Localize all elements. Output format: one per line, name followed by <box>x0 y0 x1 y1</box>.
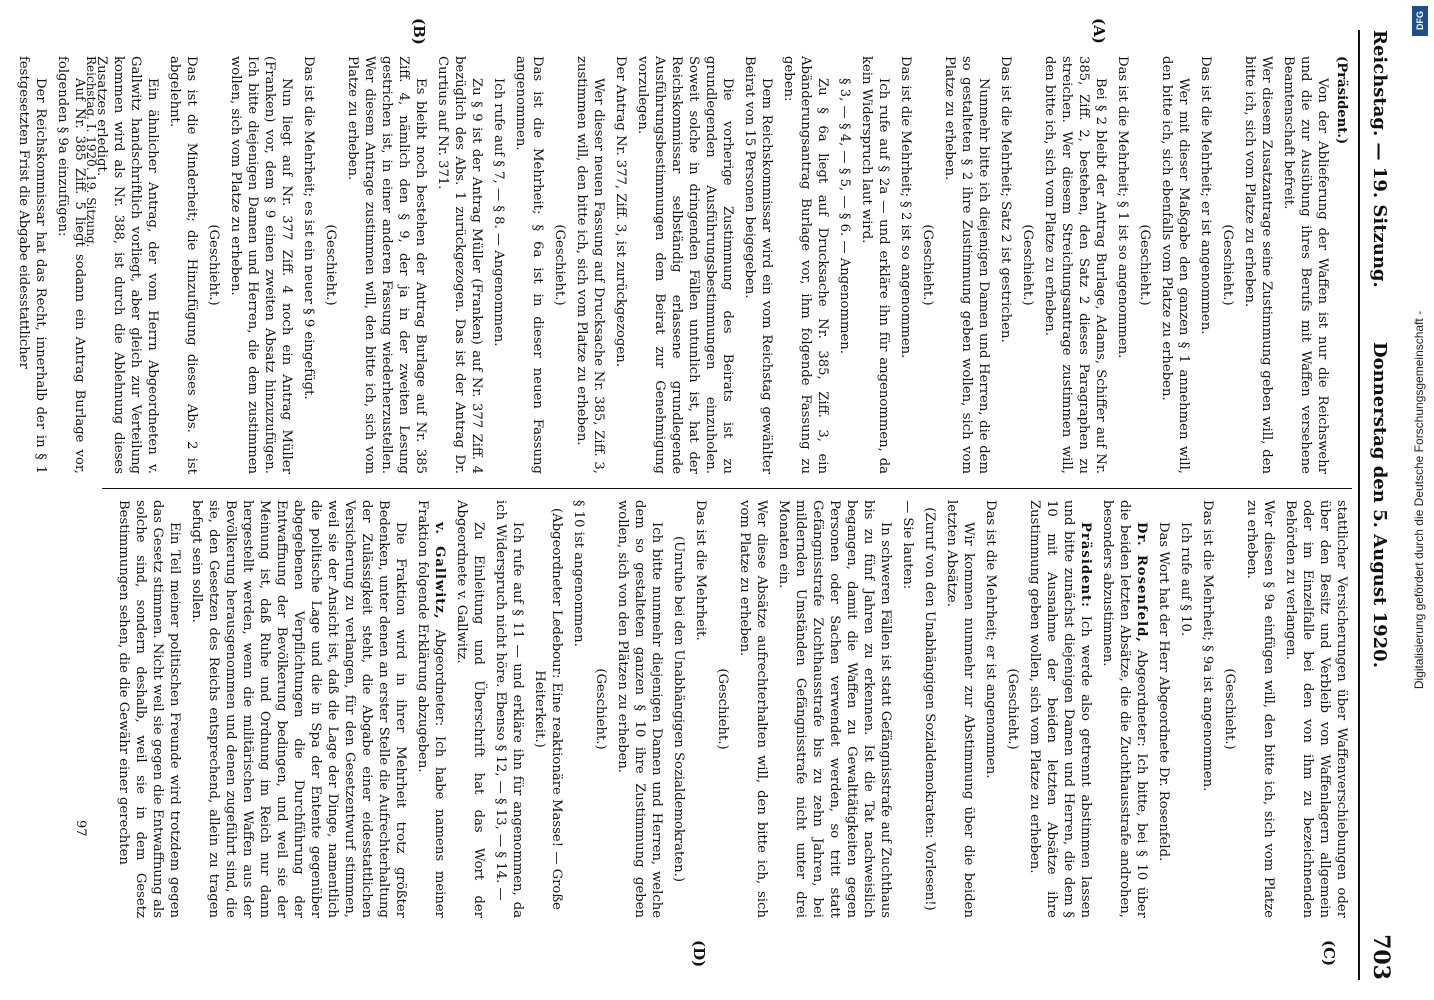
page-footer: Reichstag. I. 1920. 19. Sitzung. <box>84 56 98 248</box>
speech-text: Abgeordneter: Ich habe namens meiner Fraktion folgende Erklärung abzugeben. <box>415 500 447 918</box>
speaker-name: v. Gallwitz, <box>432 522 447 620</box>
paragraph: (Geschieht.) <box>552 224 567 306</box>
paragraph: Das ist die Mehrheit; § 9a ist angenommen. <box>1200 500 1215 792</box>
page-header <box>1358 30 1400 980</box>
paragraph: Das ist die Mehrheit; § 6a ist in dieser neuen Fassung angenommen. <box>513 56 545 474</box>
speech-text: Ich werde also getrennt abstimmen lassen und bitte zunächst diejenigen Damen und Herren, die dem § 10 mit Ausnahme der beiden letzten Absätze ihre Zustimmung geben wollen, sich vom Platze zu erheben. <box>1027 500 1093 918</box>
paragraph: Ich rufe auf § 11 — und erkläre ihn für angenommen, da ich Widerspruch nicht höre. Ebenso § 12, — § 13, — § 14. — <box>493 500 525 918</box>
paragraph: (Unruhe bei den Unabhängigen Sozialdemokraten.) <box>671 536 686 882</box>
paragraph: Die vorherige Zustimmung des Beirats ist zu grundlegenden Ausführungsbestimmungen einzuholen. Soweit solche in dringenden Fällen untunlich ist, hat der Reichskommissar selbständig erlassene grundlegende Ausführungsbestimmungen dem Beirat zur Genehmigung vorzulegen. <box>635 56 735 474</box>
paragraph: (Geschieht.) <box>593 668 608 750</box>
paragraph: Das ist die Minderheit; die Hinzufügung dieses Abs. 2 ist abgelehnt. <box>167 56 199 474</box>
paragraph: (Geschieht.) <box>206 224 221 306</box>
paragraph: Ich bitte nunmehr diejenigen Damen und Herren, welche dem so gestalteten ganzen § 10 ihre Zustimmung geben wollen, sich von den Plätzen zu erheben. <box>615 500 664 918</box>
credit-text: Digitalisierung gefördert durch die Deutsche Forschungsgemeinschaft - <box>1412 310 1426 690</box>
paragraph: Das ist die Mehrheit; er ist angenommen. <box>1198 56 1213 335</box>
paragraph: Nun liegt auf Nr. 377 Ziff. 4 noch ein Antrag Müller (Franken) vor, dem § 9 einen zweiten Absatz hinzuzufügen. Ich bitte diejenigen Damen und Herren, die dem zustimmen wollen, sich vom Platze zu erheben. <box>228 56 294 474</box>
paragraph: (Geschieht.) <box>1220 224 1235 306</box>
paragraph: Der Reichskommissar hat das Recht, innerhalb der in § 1 festgesetzten Frist die Abgabe eidesstattlicher <box>16 56 48 474</box>
paragraph: (Geschieht.) <box>1137 224 1152 306</box>
paragraph: Ich rufe auf § 2a — und erkläre ihn für angenommen, da kein Widerspruch laut wird. <box>859 56 891 474</box>
paragraph: (Zuruf von den Unabhängigen Sozialdemokraten: Vorlesen!) <box>922 507 937 911</box>
paragraph: (Geschieht.) <box>1005 668 1020 750</box>
margin-marker-b: (B) <box>410 18 428 45</box>
margin-marker-a: (A) <box>1090 18 1108 44</box>
paragraph: Die Fraktion wird in ihrer Mehrheit trotz größter Bedenken, unter denen an erster Stelle die Aufrechterhaltung der Zulässigkeit steht, die Abgabe einer eidesstattlichen Versicherung zu verlangen, für den Gesetzentwurf stimmen, weil sie der Ansicht ist, daß die Lage der Dinge, namentlich die politische Lage und die in Spa der Entente gegenüber abgegebenen Verpflichtungen die Durchführung der Entwaffnung der Bevölkerung bedingen, und weil sie der Meinung ist, daß Ruhe und Ordnung im Reich nur dann hergestellt werden, wenn die militärischen Waffen aus der Bevölkerung herausgenommen und denen zugeführt sind, die sie, den Gesetzen des Reichs entsprechend, allein zu tragen befugt sein sollen. <box>189 500 408 918</box>
header-left: Reichstag. — 19. Sitzung. <box>1369 30 1390 288</box>
paragraph: Wer mit dieser Maßgabe den ganzen § 1 annehmen will, den bitte ich, sich ebenfalls vom Platze zu erheben. <box>1159 56 1191 474</box>
paragraph <box>414 500 448 918</box>
paragraph: Es bleibt noch bestehen der Antrag Burlage auf Nr. 385 Ziff. 4, nämlich den § 9, der ja in der zweiten Lesung gestrichen ist, in einer anderen Fassung wiederherzustellen. Wer diesem Antrage zustimmen will, den bitte ich, sich vom Platze zu erheben. <box>345 56 428 474</box>
paragraph: Ein ähnlicher Antrag, der vom Herrn Abgeordneten v. Gallwitz handschriftlich vorliegt, aber gleich zur Verteilung kommen wird als Nr. 388, ist durch die Ablehnung dieses Zusatzes erledigt. <box>94 56 160 474</box>
paragraph: Das ist die Mehrheit; § 1 ist so angenommen. <box>1115 56 1130 359</box>
paragraph: (Geschieht.) <box>323 224 338 306</box>
dfg-logo: DFG <box>1412 6 1428 36</box>
paragraph: Bei § 2 bleibt der Antrag Burlage, Adams, Schiffer auf Nr. 385, Ziff. 2, bestehen, den Satz 2 dieses Paragraphen zu streichen. Wer diesem Streichungsantrage zustimmen will, den bitte ich, sich vom Platze zu erheben. <box>1042 56 1108 474</box>
paragraph: Ein Teil meiner politischen Freunde wird trotzdem gegen das Gesetz stimmen. Nicht weil sie gegen die Entwaffnung als solche sind, sondern deshalb, weil sie in dem Gesetz Bestimmungen sehen, die die Gewähr einer gerechten <box>116 500 182 918</box>
paragraph: stattlicher Versicherungen über Waffenverschiebungen oder über den Besitz und Verbleib von Waffenlagern allgemein oder im Einzelfalle bei den von ihm zu bezeichnenden Behörden zu verlangen. <box>1283 500 1349 918</box>
margin-marker-c: (C) <box>1320 940 1338 967</box>
paragraph: (Geschieht.) <box>920 224 935 306</box>
paragraph: Wir kommen nunmehr zur Abstimmung über die beiden letzten Absätze. <box>944 500 976 918</box>
paragraph: Das ist die Mehrheit. <box>693 500 708 641</box>
paragraph: Das Wort hat der Herr Abgeordnete Dr. Rosenfeld. <box>1156 522 1171 862</box>
paragraph: § 3, — § 4, — § 5, — § 6. — Angenommen. <box>837 78 852 354</box>
paragraph: (Geschieht.) <box>1020 224 1035 306</box>
paragraph: § 10 ist angenommen. <box>571 500 586 647</box>
paragraph: (Abgeordneter Ledebour: Eine reaktionäre Masse! — Große Heiterkeit.) <box>532 508 564 910</box>
paragraph: Wer diese Absätze aufrechterhalten will, den bitte ich, sich vom Platze zu erheben. <box>737 500 769 918</box>
paragraph: Das ist die Mehrheit; Satz 2 ist gestrichen. <box>998 56 1013 343</box>
paragraph: Zu § 6a liegt auf Drucksache Nr. 385, Ziff. 3, ein Abänderungsantrag Burlage vor, ihm folgende Fassung zu geben: <box>781 56 830 474</box>
paragraph: Der Antrag Nr. 377, Ziff. 3, ist zurückgezogen. <box>613 56 628 367</box>
digitization-credit <box>1408 8 1430 992</box>
paragraph: Dem Reichskommissar wird ein vom Reichstag gewählter Beirat von 15 Personen beigegeben. <box>742 56 774 474</box>
speech-text: Abgeordneter: Ich bitte, bei § 10 über die beiden letzten Absätze, die die Zuchthausstrafe androhen, besonders abzustimmen. <box>1100 500 1149 918</box>
paragraph: Zu § 9 ist der Antrag Müller (Franken) auf Nr. 377 Ziff. 4 bezüglich des Abs. 1 zurückgezogen. Das ist der Antrag Dr. Curtius auf Nr. 371. <box>435 56 484 474</box>
paragraph <box>1026 500 1094 918</box>
paragraph: Wer dieser neuen Fassung auf Drucksache Nr. 385, Ziff. 3, zustimmen will, den bitte ich, sich vom Platze zu erheben. <box>574 56 606 474</box>
paragraph: Nunmehr bitte ich diejenigen Damen und Herren, die dem so gestalteten § 2 ihre Zustimmung geben wollen, sich vom Platze zu erheben. <box>942 56 991 474</box>
paragraph: Wer diesem Zusatzantrage seine Zustimmung geben will, den bitte ich, sich vom Platze zu erheben. <box>1242 56 1274 474</box>
paragraph: — Sie lauten: <box>900 500 915 590</box>
paragraph: Auf Nr. 385 Ziff. 5 liegt sodann ein Antrag Burlage vor, folgenden § 9a einzufügen: <box>55 56 87 474</box>
speaker-name: Dr. Rosenfeld, <box>1134 522 1149 643</box>
paragraph: Das ist die Mehrheit; es ist ein neuer § 9 eingefügt. <box>301 56 316 400</box>
paragraph: (Geschieht.) <box>715 668 730 750</box>
column-divider <box>102 488 1352 489</box>
paragraph: Von der Ablieferung der Waffen ist nur die Reichswehr und die zur Ausübung ihres Berufs mit Waffen versehene Beamtenschaft befreit. <box>1281 56 1330 474</box>
rotated-page <box>16 0 1408 1000</box>
signature-number: 97 <box>73 820 88 837</box>
header-date: Donnerstag den 5. August 1920. <box>1369 342 1390 668</box>
paragraph: In schweren Fällen ist statt Gefängnisstrafe auf Zuchthaus bis zu fünf Jahren zu erkennen. Ist die Tat nachweislich begangen, damit die Waffen zu Gewalttätigkeiten gegen Personen oder Sachen verwendet werden, so tritt statt Gefängnisstrafe Zuchthausstrafe bis zu zehn Jahren, bei mildernden Umständen Gefängnisstrafe nicht unter drei Monaten ein. <box>776 500 893 918</box>
header-page-number: 703 <box>1368 934 1394 980</box>
paragraph <box>1099 500 1150 918</box>
paragraph: Ich rufe auf § 7, — § 8. — Angenommen. <box>491 78 506 347</box>
paragraph: Ich rufe auf § 10. <box>1178 522 1193 637</box>
paragraph: (Präsident.) <box>1334 56 1349 145</box>
paragraph: Wer diesen § 9a einfügen will, den bitte ich, sich vom Platze zu erheben. <box>1244 500 1276 918</box>
speaker-name: Präsident: <box>1078 522 1093 609</box>
paragraph: Zu Einleitung und Überschrift hat das Wort der Abgeordnete v. Gallwitz. <box>454 500 486 918</box>
right-column <box>110 500 1350 918</box>
paragraph: (Geschieht.) <box>1222 668 1237 750</box>
paragraph: Das ist die Mehrheit; er ist angenommen. <box>983 500 998 779</box>
margin-marker-d: (D) <box>690 940 708 968</box>
paragraph: Das ist die Mehrheit; § 2 ist so angenommen. <box>898 56 913 359</box>
